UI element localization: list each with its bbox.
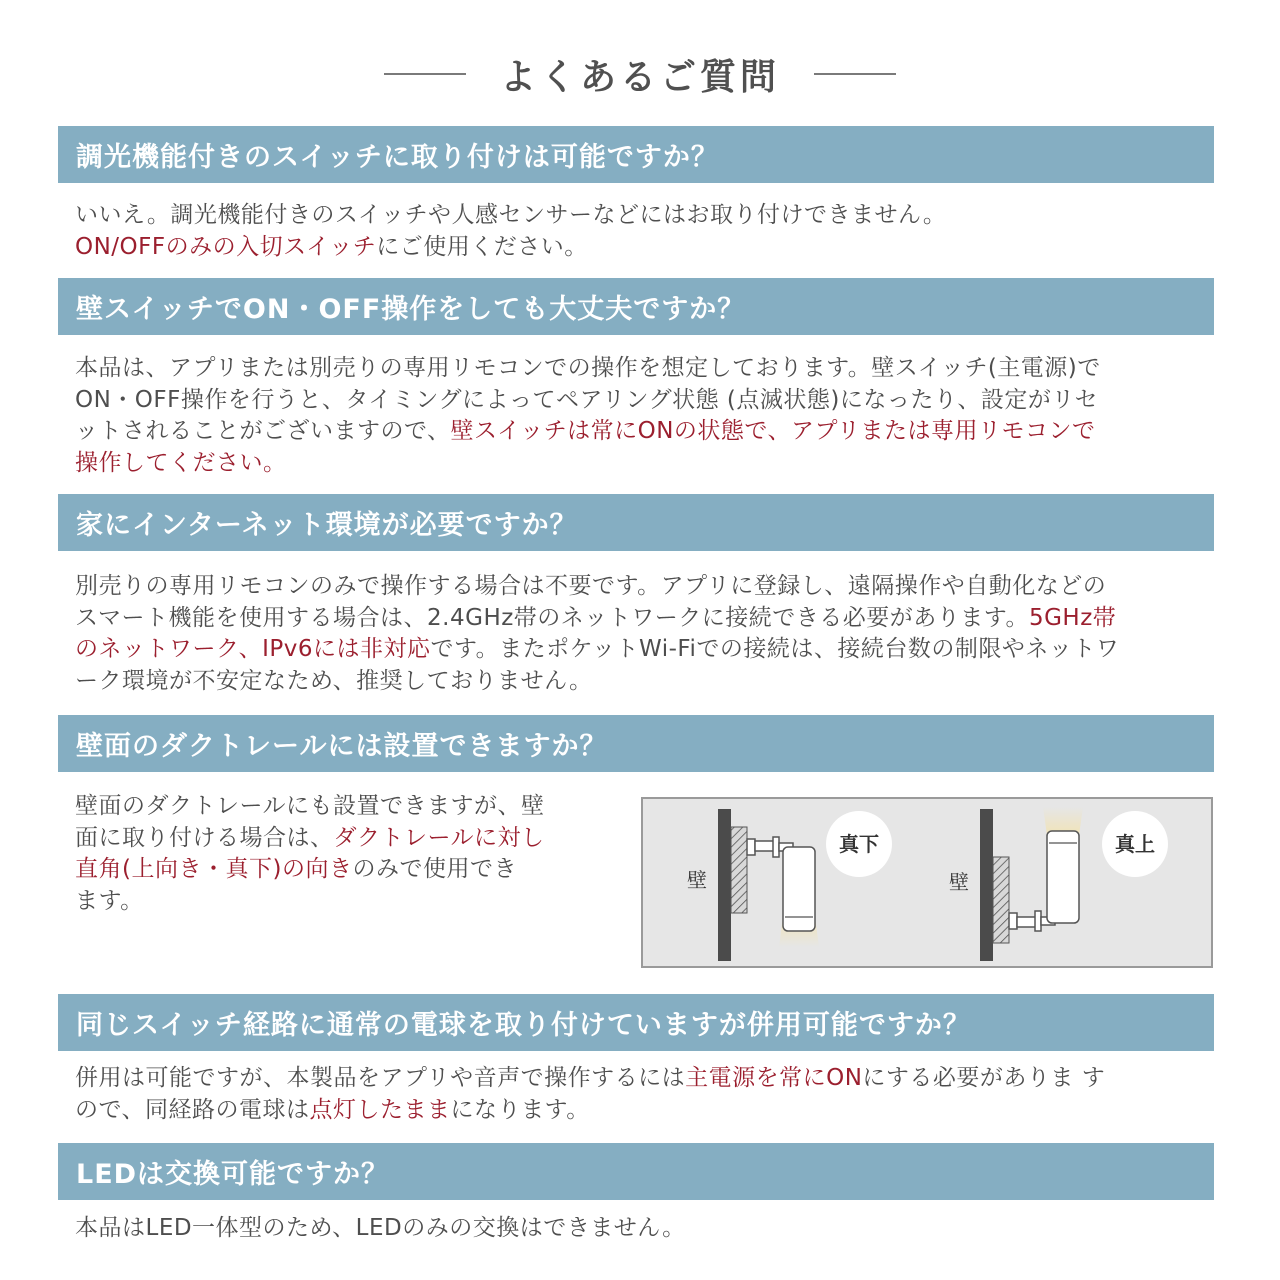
wall-right — [980, 809, 993, 961]
wall-left — [718, 809, 731, 961]
answer-text: にする必要がありま す — [862, 1065, 1106, 1091]
answer-text: 本品はLED一体型のため、LEDのみの交換はできません。 — [75, 1215, 686, 1241]
answer-line — [75, 232, 1215, 264]
answer-text: ので、同経路の電球は — [75, 1096, 310, 1123]
mount-up-illustration — [949, 807, 1168, 961]
answer-line — [75, 200, 1215, 232]
title-right-rule — [814, 73, 896, 75]
answer-text: 別売りの専用リモコンのみで操作する場合は不要です。アプリに登録し、遠隔操作や自動化などの — [75, 573, 1107, 599]
answer-text: 面に取り付ける場合は、 — [75, 824, 334, 851]
answer-line — [75, 791, 605, 823]
mount-down-illustration — [687, 809, 892, 961]
faq-answer-internet — [75, 571, 1215, 697]
answer-text: 併用は可能ですが、本製品をアプリや音声で操作するには — [75, 1065, 686, 1091]
answer-highlight-text: 操作してください。 — [75, 449, 287, 476]
duct-rail-right — [993, 857, 1009, 943]
faq-answer-shared-circuit — [75, 1063, 1215, 1126]
faq-answer-dimmer-switch — [75, 200, 1215, 263]
answer-line — [75, 886, 605, 918]
answer-line — [75, 416, 1215, 448]
answer-highlight-text: 点灯したまま — [309, 1096, 451, 1123]
answer-text: 本品は、アプリまたは別売りの専用リモコンでの操作を想定しております。壁スイッチ(主電源)で — [75, 355, 1101, 381]
answer-text: です。またポケットWi-Fiでの接続は、接続台数の制限やネットワ — [430, 636, 1120, 662]
answer-line — [75, 448, 1215, 480]
spotlight-down — [783, 847, 815, 931]
answer-highlight-text: 5GHz帯 — [1028, 604, 1117, 631]
answer-text: にご使用ください。 — [376, 233, 588, 260]
answer-text: 壁面のダクトレールにも設置できますが、壁 — [75, 793, 545, 819]
faq-answer-duct-rail — [75, 791, 605, 917]
answer-line — [75, 634, 1215, 666]
faq-answer-wall-switch — [75, 353, 1215, 479]
answer-text: ーク環境が不安定なため、推奨しておりません。 — [75, 667, 593, 694]
answer-line — [75, 571, 1215, 603]
faq-question-dimmer-switch: 調光機能付きのスイッチに取り付けは可能ですか？ — [58, 126, 1214, 183]
page-header — [0, 46, 1280, 102]
answer-line — [75, 353, 1215, 385]
answer-line — [75, 854, 605, 886]
faq-question-shared-circuit: 同じスイッチ経路に通常の電球を取り付けていますが併用可能ですか？ — [58, 994, 1214, 1051]
answer-highlight-text: 直角(上向き・真下)の向き — [75, 856, 353, 882]
answer-text: ます。 — [75, 887, 144, 914]
answer-text: のみで使用でき — [352, 856, 517, 882]
faq-question-internet: 家にインターネット環境が必要ですか？ — [58, 494, 1214, 551]
direction-label-up: 真上 — [1115, 832, 1155, 856]
spotlight-up — [1047, 831, 1079, 923]
answer-line — [75, 1095, 1215, 1127]
answer-highlight-text: 壁スイッチは常にONの状態で、アプリまたは専用リモコンで — [450, 418, 1096, 444]
answer-text: スマート機能を使用する場合は、2.4GHz帯のネットワークに接続できる必要があります。 — [75, 604, 1029, 631]
answer-line — [75, 1213, 1215, 1245]
answer-highlight-text: のネットワーク、IPv6には非対応 — [75, 636, 431, 662]
duct-rail-left — [731, 827, 747, 913]
answer-text: いいえ。調光機能付きのスイッチや人感センサーなどにはお取り付けできません。 — [75, 202, 947, 228]
faq-question-led-replace: LEDは交換可能ですか？ — [58, 1143, 1214, 1200]
answer-highlight-text: ON/OFFのみの入切スイッチ — [75, 233, 377, 260]
answer-line — [75, 1063, 1215, 1095]
page-title: よくあるご質問 — [499, 56, 780, 98]
faq-question-wall-switch: 壁スイッチでON・OFF操作をしても大丈夫ですか？ — [58, 278, 1214, 335]
faq-question-duct-rail: 壁面のダクトレールには設置できますか？ — [58, 715, 1214, 772]
answer-line — [75, 823, 605, 855]
wall-label-left: 壁 — [687, 868, 707, 892]
title-left-rule — [384, 73, 466, 75]
answer-highlight-text: ダクトレールに対し — [333, 824, 545, 851]
answer-text: ON・OFF操作を行うと、タイミングによってペアリング状態 (点滅状態)になったり、設定がリセ — [75, 386, 1099, 413]
duct-rail-diagram — [641, 797, 1213, 968]
answer-line — [75, 603, 1215, 635]
answer-line — [75, 666, 1215, 698]
answer-text: になります。 — [450, 1096, 590, 1123]
answer-highlight-text: 主電源を常にON — [685, 1065, 863, 1091]
direction-label-down: 真下 — [839, 832, 879, 856]
faq-answer-led-replace — [75, 1213, 1215, 1245]
answer-line — [75, 385, 1215, 417]
wall-label-right: 壁 — [949, 870, 969, 894]
answer-text: ットされることがございますので、 — [75, 418, 451, 444]
